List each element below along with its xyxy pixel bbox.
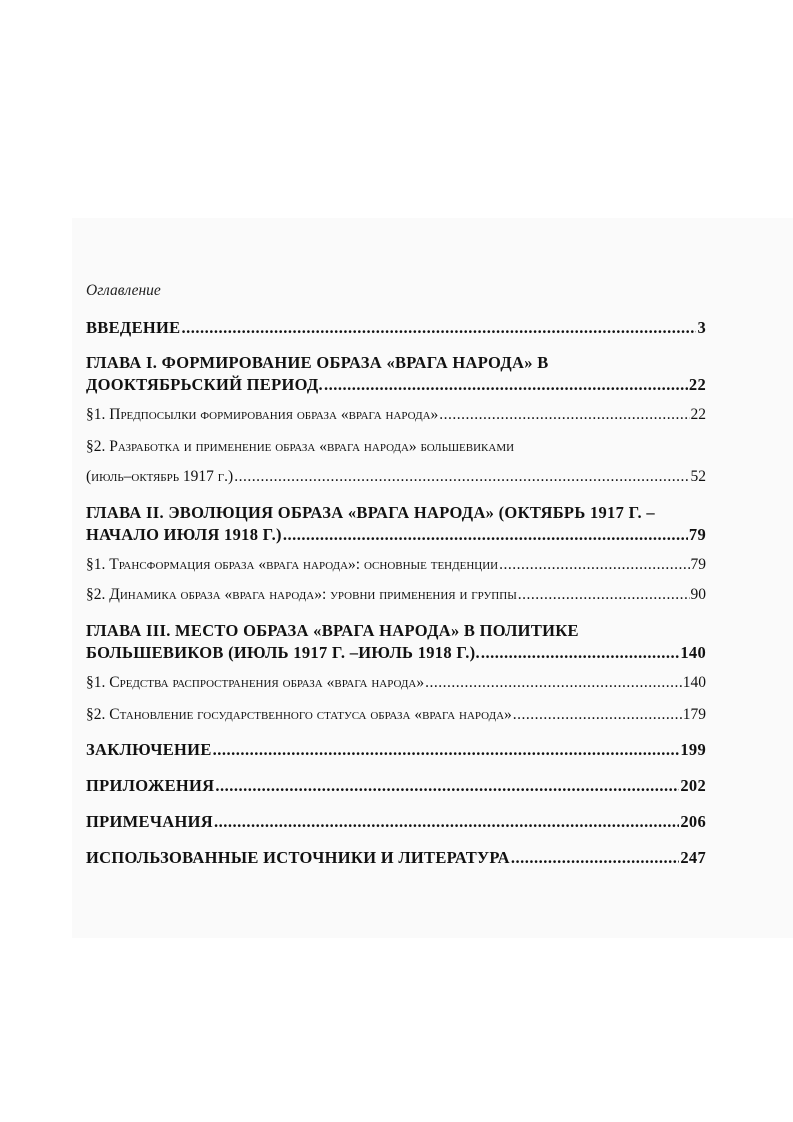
toc-entry-title: §1. Трансформация образа «врага народа»: основные тенденции [86, 556, 499, 573]
toc-entry-chapter-1[interactable] [86, 352, 706, 396]
toc-entry-title: ЗАКЛЮЧЕНИЕ [86, 740, 212, 759]
dot-leader [324, 374, 688, 396]
toc-entry-appendix[interactable] [86, 776, 706, 796]
toc-page-number: 79 [688, 525, 706, 544]
toc-page-number: 206 [680, 812, 706, 831]
toc-entry-introduction[interactable] [86, 318, 706, 338]
toc-entry-title-line-1: ГЛАВА II. ЭВОЛЮЦИЯ ОБРАЗА «ВРАГА НАРОДА» (ОКТЯБРЬ 1917 Г. – [86, 503, 655, 522]
toc-entry-title: §2. Становление государственного статуса образа «врага народа» [86, 706, 512, 723]
toc-page-number: 52 [690, 468, 706, 485]
toc-entry-title: §2. Динамика образа «врага народа»: уровни применения и группы [86, 586, 517, 603]
dot-leader [511, 848, 679, 868]
toc-entry-title-line-2: НАЧАЛО ИЮЛЯ 1918 Г.) [86, 525, 282, 544]
dot-leader [213, 740, 680, 760]
toc-entry-title: §1. Средства распространения образа «врага народа» [86, 674, 425, 691]
toc-page-number: 3 [697, 318, 706, 337]
toc-page-number: 22 [688, 375, 706, 394]
toc-entry-chapter-3-section-1[interactable] [86, 674, 706, 692]
dot-leader [513, 706, 682, 724]
toc-page-number: 202 [680, 776, 706, 795]
dot-leader [181, 318, 696, 338]
toc-entry-title: ПРИМЕЧАНИЯ [86, 812, 213, 831]
toc-entry-title: ИСПОЛЬЗОВАННЫЕ ИСТОЧНИКИ И ЛИТЕРАТУРА [86, 848, 510, 867]
toc-entry-title: ПРИЛОЖЕНИЯ [86, 776, 215, 795]
toc-entry-title: ВВЕДЕНИЕ [86, 318, 181, 337]
toc-page-number: 247 [680, 848, 706, 867]
toc-entry-title-line-2: ДООКТЯБРЬСКИЙ ПЕРИОД. [86, 375, 323, 394]
dot-leader [215, 776, 679, 796]
dot-leader [425, 674, 682, 692]
toc-page-number: 179 [682, 706, 706, 723]
toc-page-number: 199 [680, 740, 706, 759]
toc-entry-chapter-3[interactable] [86, 620, 706, 664]
dot-leader [283, 524, 688, 546]
toc-entry-title: §1. Предпосылки формирования образа «врага народа» [86, 406, 439, 423]
table-of-contents [86, 282, 706, 868]
toc-page-number: 140 [682, 674, 706, 691]
toc-entry-notes[interactable] [86, 812, 706, 832]
dot-leader [214, 812, 679, 832]
toc-entry-title-line-2: БОЛЬШЕВИКОВ (ИЮЛЬ 1917 Г. –ИЮЛЬ 1918 Г.). [86, 643, 480, 662]
toc-entry-title-line-1: §2. Разработка и применение образа «врага народа» большевиками [86, 438, 515, 455]
toc-entry-title-line-1: ГЛАВА III. МЕСТО ОБРАЗА «ВРАГА НАРОДА» В ПОЛИТИКЕ [86, 621, 579, 640]
toc-entry-title-line-2: (июль–октябрь 1917 г.) [86, 468, 234, 485]
toc-entry-chapter-1-section-2[interactable] [86, 438, 706, 486]
dot-leader [481, 642, 679, 664]
toc-entry-chapter-2-section-2[interactable] [86, 586, 706, 604]
toc-entry-chapter-2-section-1[interactable] [86, 556, 706, 574]
toc-entry-chapter-2[interactable] [86, 502, 706, 546]
dot-leader [518, 586, 690, 604]
dot-leader [234, 468, 689, 486]
toc-entry-conclusion[interactable] [86, 740, 706, 760]
toc-page-number: 140 [680, 643, 706, 662]
toc-heading: Оглавление [86, 282, 161, 299]
toc-page-number: 22 [690, 406, 706, 423]
toc-entry-chapter-3-section-2[interactable] [86, 706, 706, 724]
toc-entry-title-line-1: ГЛАВА I. ФОРМИРОВАНИЕ ОБРАЗА «ВРАГА НАРОДА» В [86, 353, 549, 372]
toc-entry-sources[interactable] [86, 848, 706, 868]
dot-leader [439, 406, 689, 424]
toc-entry-chapter-1-section-1[interactable] [86, 406, 706, 424]
toc-page-number: 79 [690, 556, 706, 573]
dot-leader [499, 556, 689, 574]
toc-page-number: 90 [690, 586, 706, 603]
